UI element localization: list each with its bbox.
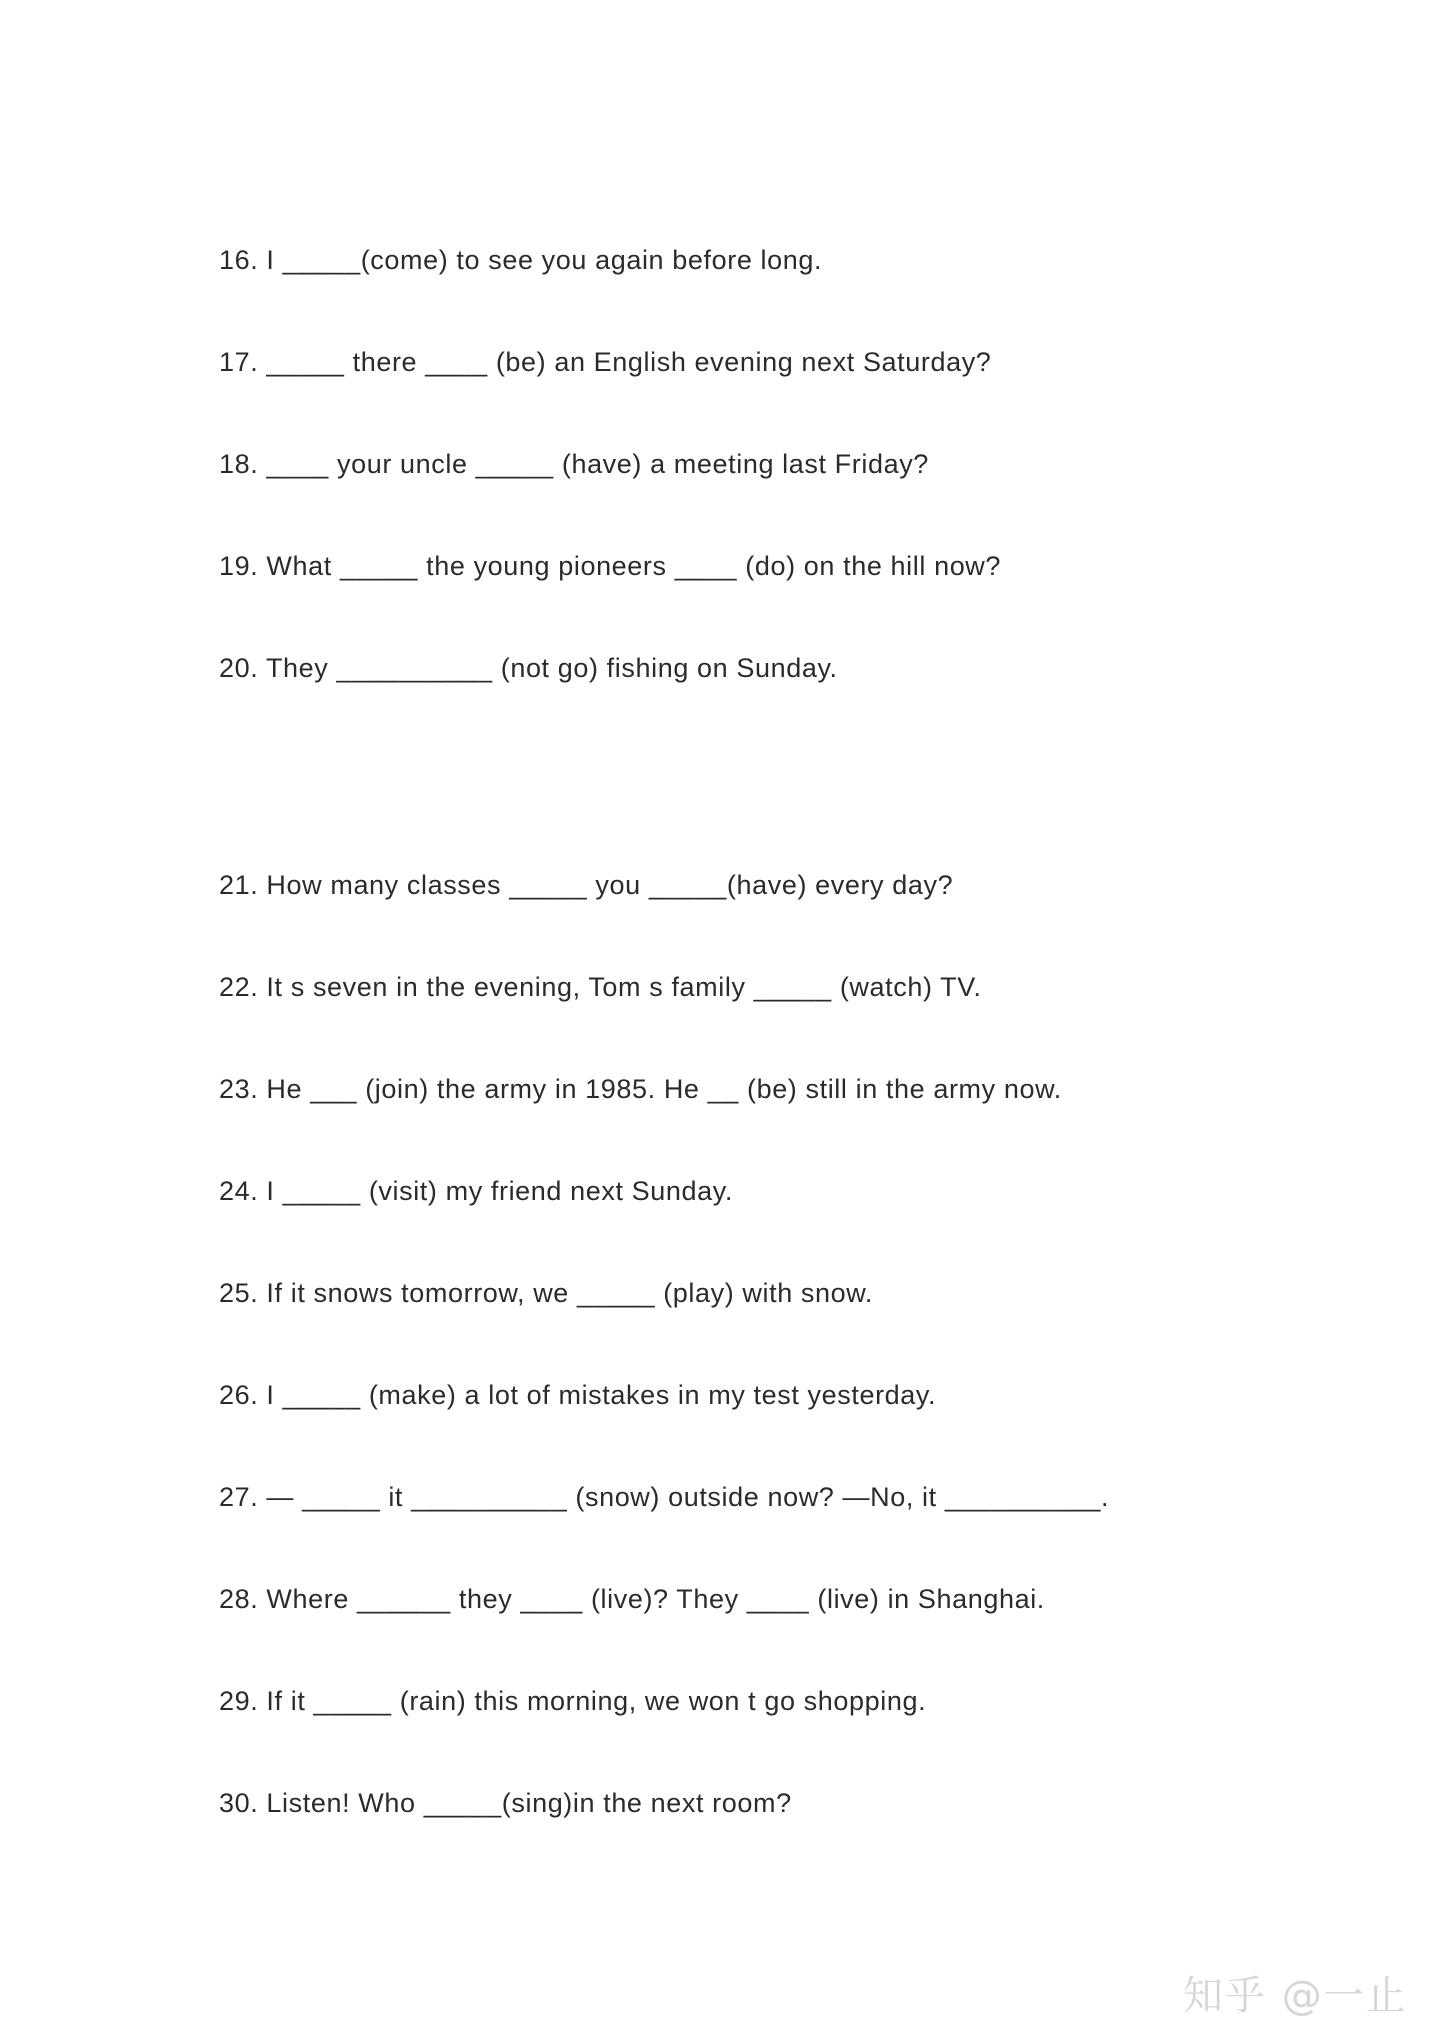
- question-24: 24. I _____ (visit) my friend next Sunday.: [219, 1176, 733, 1206]
- question-23: 23. He ___ (join) the army in 1985. He __ (be) still in the army now.: [219, 1074, 1062, 1104]
- question-19: 19. What _____ the young pioneers ____ (do) on the hill now?: [219, 551, 1002, 581]
- zhihu-watermark: 知乎 @一止: [1183, 1973, 1408, 2019]
- question-26: 26. I _____ (make) a lot of mistakes in my test yesterday.: [219, 1380, 937, 1410]
- question-29: 29. If it _____ (rain) this morning, we won t go shopping.: [219, 1686, 927, 1716]
- question-22: 22. It s seven in the evening, Tom s family _____ (watch) TV.: [219, 972, 982, 1002]
- question-27: 27. — _____ it __________ (snow) outside now? —No, it __________.: [219, 1482, 1110, 1512]
- question-30: 30. Listen! Who _____(sing)in the next room?: [219, 1788, 792, 1818]
- question-25: 25. If it snows tomorrow, we _____ (play) with snow.: [219, 1278, 873, 1308]
- question-18: 18. ____ your uncle _____ (have) a meeting last Friday?: [219, 449, 929, 479]
- question-21: 21. How many classes _____ you _____(have) every day?: [219, 870, 954, 900]
- question-28: 28. Where ______ they ____ (live)? They ____ (live) in Shanghai.: [219, 1584, 1045, 1614]
- question-17: 17. _____ there ____ (be) an English evening next Saturday?: [219, 347, 992, 377]
- question-16: 16. I _____(come) to see you again before long.: [219, 245, 823, 275]
- question-20: 20. They __________ (not go) fishing on Sunday.: [219, 653, 838, 683]
